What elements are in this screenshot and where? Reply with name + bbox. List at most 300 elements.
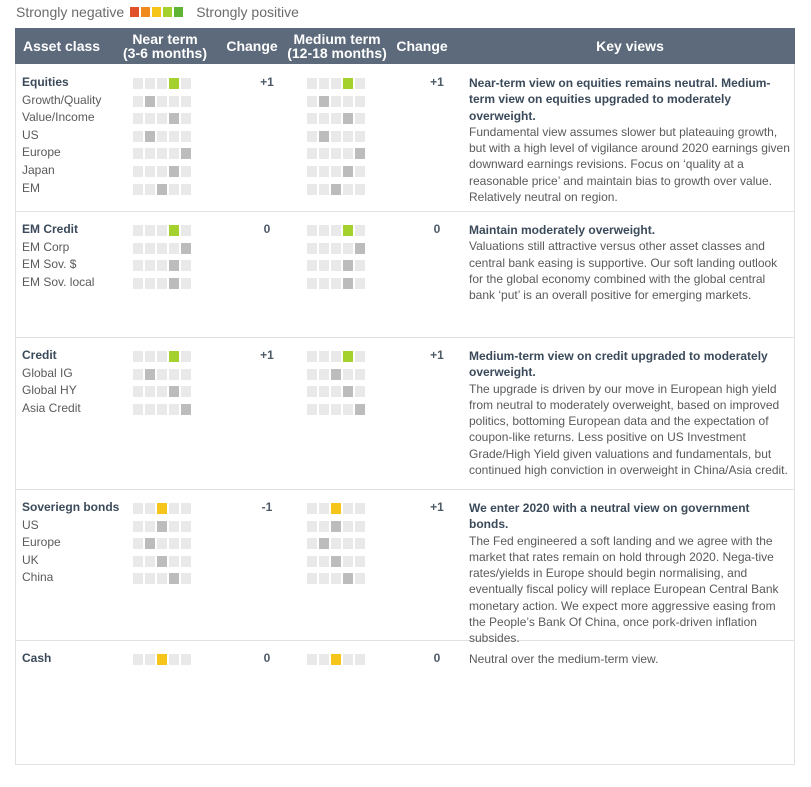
sub-near-term-indicator	[133, 166, 193, 177]
sub-near-term-indicator-cell-5	[181, 369, 191, 380]
medium-term-indicator-cell-5	[355, 351, 365, 362]
sub-medium-term-indicator-cell-5	[355, 184, 365, 195]
sub-asset-label: Value/Income	[22, 110, 95, 125]
near-term-indicator-cell-2	[145, 503, 155, 514]
sub-asset-label: Europe	[22, 145, 61, 160]
medium-term-indicator-cell-1	[307, 503, 317, 514]
sub-near-term-indicator-cell-2	[145, 166, 155, 177]
header-medium-term-label: Medium term	[293, 31, 381, 47]
key-views-text	[469, 651, 791, 667]
sub-medium-term-indicator-cell-1	[307, 166, 317, 177]
sub-near-term-indicator	[133, 131, 193, 142]
section-equities	[15, 65, 795, 212]
sub-medium-term-indicator-cell-4	[343, 573, 353, 584]
sub-medium-term-indicator-cell-1	[307, 278, 317, 289]
sub-near-term-indicator-cell-4	[169, 113, 179, 124]
sub-near-term-indicator-cell-4	[169, 184, 179, 195]
sub-near-term-indicator-cell-2	[145, 556, 155, 567]
sub-near-term-indicator-cell-1	[133, 521, 143, 532]
sub-medium-term-indicator	[307, 148, 367, 159]
sub-medium-term-indicator-cell-1	[307, 369, 317, 380]
medium-term-change: 0	[433, 222, 441, 236]
sub-medium-term-indicator-cell-4	[343, 166, 353, 177]
sub-near-term-indicator-cell-3	[157, 148, 167, 159]
medium-term-indicator-cell-2	[319, 225, 329, 236]
sub-medium-term-indicator-cell-3	[331, 556, 341, 567]
near-term-indicator-cell-5	[181, 351, 191, 362]
sub-medium-term-indicator	[307, 166, 367, 177]
sub-medium-term-indicator-cell-4	[343, 538, 353, 549]
near-term-indicator-cell-2	[145, 225, 155, 236]
medium-term-indicator-cell-4	[343, 503, 353, 514]
sub-near-term-indicator-cell-2	[145, 521, 155, 532]
medium-term-indicator-cell-1	[307, 78, 317, 89]
sub-near-term-indicator-cell-4	[169, 96, 179, 107]
sub-near-term-indicator	[133, 243, 193, 254]
medium-term-indicator-cell-4	[343, 225, 353, 236]
near-term-indicator-cell-2	[145, 351, 155, 362]
sub-near-term-indicator-cell-2	[145, 243, 155, 254]
sub-medium-term-indicator-cell-2	[319, 386, 329, 397]
sub-near-term-indicator-cell-4	[169, 386, 179, 397]
sub-medium-term-indicator-cell-2	[319, 113, 329, 124]
key-view-body: Fundamental view assumes slower but plateauing growth, but with a high level of vigilance around 2020 earnings given downward earnings revisions. Focus on ‘quality at a reasonable price’ and maintain bias to growth over value. Relatively neutral on region.	[469, 124, 790, 205]
sub-medium-term-indicator-cell-3	[331, 260, 341, 271]
sub-asset-label: UK	[22, 552, 39, 567]
sub-near-term-indicator-cell-5	[181, 96, 191, 107]
sub-asset-label: Europe	[22, 535, 61, 550]
sub-medium-term-indicator-cell-1	[307, 113, 317, 124]
sub-medium-term-indicator	[307, 278, 367, 289]
sub-near-term-indicator-cell-1	[133, 369, 143, 380]
medium-term-indicator-cell-3	[331, 351, 341, 362]
sub-medium-term-indicator-cell-5	[355, 243, 365, 254]
header-key-views: Key views	[596, 38, 664, 54]
sub-near-term-indicator-cell-3	[157, 369, 167, 380]
sub-medium-term-indicator	[307, 131, 367, 142]
medium-term-indicator-cell-3	[331, 225, 341, 236]
medium-term-indicator-cell-5	[355, 78, 365, 89]
sub-asset-label: Japan	[22, 163, 55, 177]
near-term-indicator-cell-3	[157, 225, 167, 236]
sub-near-term-indicator-cell-2	[145, 573, 155, 584]
near-term-change: -1	[261, 500, 273, 514]
sub-medium-term-indicator	[307, 96, 367, 107]
sub-near-term-indicator-cell-3	[157, 278, 167, 289]
sub-medium-term-indicator-cell-3	[331, 369, 341, 380]
near-term-indicator-cell-1	[133, 503, 143, 514]
sub-near-term-indicator-cell-1	[133, 278, 143, 289]
sub-asset-label: US	[22, 517, 39, 532]
sub-medium-term-indicator-cell-5	[355, 556, 365, 567]
sub-near-term-indicator-cell-1	[133, 184, 143, 195]
medium-term-indicator	[307, 225, 367, 236]
medium-term-indicator-cell-4	[343, 78, 353, 89]
sub-medium-term-indicator-cell-4	[343, 521, 353, 532]
sub-near-term-indicator-cell-4	[169, 369, 179, 380]
sub-near-term-indicator-cell-5	[181, 278, 191, 289]
sub-medium-term-indicator-cell-5	[355, 386, 365, 397]
section-cash	[15, 641, 795, 765]
sub-near-term-indicator-cell-3	[157, 166, 167, 177]
sub-asset-label: EM Sov. $	[22, 257, 77, 272]
sub-near-term-indicator	[133, 404, 193, 415]
legend-swatch-5	[174, 7, 183, 17]
key-view-title: Maintain moderately overweight.	[469, 223, 656, 237]
sub-asset-label: EM Corp	[22, 239, 70, 254]
sub-near-term-indicator	[133, 113, 193, 124]
medium-term-indicator-cell-1	[307, 225, 317, 236]
sub-near-term-indicator-cell-4	[169, 260, 179, 271]
sub-medium-term-indicator-cell-2	[319, 148, 329, 159]
sub-near-term-indicator	[133, 556, 193, 567]
medium-term-indicator-cell-5	[355, 503, 365, 514]
sub-asset-label: EM Sov. local	[22, 274, 95, 289]
sub-medium-term-indicator-cell-1	[307, 556, 317, 567]
header-near-change: Change	[226, 38, 278, 54]
sub-medium-term-indicator-cell-4	[343, 369, 353, 380]
table-header	[15, 28, 795, 64]
sub-near-term-indicator-cell-1	[133, 260, 143, 271]
sub-medium-term-indicator-cell-5	[355, 113, 365, 124]
legend-swatch-2	[141, 7, 150, 17]
sub-asset-label: Global HY	[22, 383, 77, 398]
sub-near-term-indicator-cell-5	[181, 131, 191, 142]
sub-medium-term-indicator-cell-1	[307, 386, 317, 397]
sub-medium-term-indicator-cell-2	[319, 260, 329, 271]
sub-near-term-indicator-cell-2	[145, 96, 155, 107]
sub-near-term-indicator-cell-2	[145, 113, 155, 124]
medium-term-indicator-cell-3	[331, 503, 341, 514]
sub-medium-term-indicator-cell-1	[307, 96, 317, 107]
sub-medium-term-indicator-cell-1	[307, 184, 317, 195]
sub-medium-term-indicator-cell-4	[343, 243, 353, 254]
asset-class-label: Equities	[22, 75, 69, 89]
sub-near-term-indicator-cell-1	[133, 556, 143, 567]
medium-term-indicator-cell-2	[319, 503, 329, 514]
key-view-title: Near-term view on equities remains neutral. Medium-term view on equities upgraded to moderately overweight.	[469, 76, 771, 123]
sub-near-term-indicator-cell-5	[181, 166, 191, 177]
sub-near-term-indicator-cell-4	[169, 404, 179, 415]
asset-class-label: Cash	[22, 651, 52, 665]
legend-color-scale	[130, 7, 185, 17]
sub-near-term-indicator-cell-1	[133, 113, 143, 124]
sub-near-term-indicator-cell-5	[181, 386, 191, 397]
near-term-indicator-cell-2	[145, 78, 155, 89]
sub-near-term-indicator	[133, 538, 193, 549]
sub-near-term-indicator-cell-1	[133, 131, 143, 142]
sub-near-term-indicator-cell-1	[133, 96, 143, 107]
sub-medium-term-indicator-cell-2	[319, 556, 329, 567]
sub-near-term-indicator-cell-1	[133, 538, 143, 549]
sub-near-term-indicator-cell-3	[157, 131, 167, 142]
sub-medium-term-indicator-cell-5	[355, 573, 365, 584]
near-term-indicator-cell-1	[133, 654, 143, 665]
sub-near-term-indicator-cell-5	[181, 556, 191, 567]
sub-medium-term-indicator-cell-5	[355, 260, 365, 271]
sub-medium-term-indicator-cell-3	[331, 386, 341, 397]
sub-medium-term-indicator-cell-3	[331, 278, 341, 289]
near-term-indicator	[133, 351, 193, 362]
sub-medium-term-indicator	[307, 386, 367, 397]
sub-medium-term-indicator-cell-2	[319, 166, 329, 177]
sub-near-term-indicator-cell-2	[145, 278, 155, 289]
sub-medium-term-indicator	[307, 243, 367, 254]
sub-near-term-indicator-cell-2	[145, 131, 155, 142]
sub-near-term-indicator-cell-5	[181, 573, 191, 584]
sub-medium-term-indicator-cell-2	[319, 573, 329, 584]
asset-class-label: Credit	[22, 348, 57, 362]
near-term-indicator-cell-4	[169, 654, 179, 665]
sub-medium-term-indicator-cell-1	[307, 243, 317, 254]
key-view-body: Neutral over the medium-term view.	[469, 652, 659, 666]
near-term-change: 0	[263, 222, 271, 236]
sub-medium-term-indicator-cell-1	[307, 573, 317, 584]
sub-near-term-indicator-cell-3	[157, 96, 167, 107]
sub-medium-term-indicator-cell-2	[319, 96, 329, 107]
sub-near-term-indicator-cell-5	[181, 260, 191, 271]
sub-medium-term-indicator-cell-5	[355, 538, 365, 549]
near-term-change: 0	[263, 651, 271, 665]
sub-near-term-indicator	[133, 184, 193, 195]
header-near-term-sub: (3-6 months)	[123, 45, 207, 61]
sub-asset-label: China	[22, 570, 54, 585]
sub-medium-term-indicator-cell-4	[343, 556, 353, 567]
sub-medium-term-indicator	[307, 556, 367, 567]
sub-medium-term-indicator-cell-4	[343, 184, 353, 195]
medium-term-indicator	[307, 78, 367, 89]
sub-medium-term-indicator-cell-2	[319, 243, 329, 254]
near-term-change: +1	[260, 75, 274, 89]
legend-swatch-1	[130, 7, 139, 17]
asset-class-label: EM Credit	[22, 222, 79, 236]
near-term-indicator-cell-1	[133, 351, 143, 362]
key-view-body: The upgrade is driven by our move in European high yield from neutral to moderately overweight, based on improved politics, bottoming European data and the expectation of coupon-like returns. Less positive on US Investment Grade/High Yield given valuations and fundamentals, but continued high conviction in overweight in China/Asia credit.	[469, 381, 788, 478]
sub-near-term-indicator	[133, 96, 193, 107]
sub-medium-term-indicator	[307, 404, 367, 415]
sub-medium-term-indicator-cell-5	[355, 278, 365, 289]
near-term-indicator	[133, 225, 193, 236]
sub-medium-term-indicator	[307, 538, 367, 549]
sub-near-term-indicator	[133, 573, 193, 584]
sub-near-term-indicator-cell-2	[145, 538, 155, 549]
near-term-indicator-cell-2	[145, 654, 155, 665]
sub-near-term-indicator-cell-4	[169, 573, 179, 584]
sub-medium-term-indicator	[307, 113, 367, 124]
medium-term-indicator-cell-1	[307, 351, 317, 362]
sub-near-term-indicator-cell-4	[169, 148, 179, 159]
near-term-indicator-cell-1	[133, 78, 143, 89]
sub-medium-term-indicator-cell-1	[307, 404, 317, 415]
header-medium-term-sub: (12-18 months)	[287, 45, 387, 61]
sub-medium-term-indicator-cell-5	[355, 404, 365, 415]
sub-near-term-indicator	[133, 521, 193, 532]
sub-medium-term-indicator	[307, 369, 367, 380]
sub-near-term-indicator-cell-1	[133, 386, 143, 397]
medium-term-change: +1	[430, 75, 444, 89]
sub-near-term-indicator-cell-2	[145, 369, 155, 380]
sub-medium-term-indicator-cell-1	[307, 260, 317, 271]
sub-medium-term-indicator-cell-2	[319, 278, 329, 289]
key-view-title: Medium-term view on credit upgraded to moderately overweight.	[469, 349, 768, 380]
sub-medium-term-indicator	[307, 184, 367, 195]
sub-near-term-indicator-cell-4	[169, 166, 179, 177]
sub-near-term-indicator-cell-2	[145, 386, 155, 397]
section-credit	[15, 338, 795, 490]
key-views-text	[469, 500, 791, 647]
sub-medium-term-indicator-cell-5	[355, 96, 365, 107]
sub-near-term-indicator-cell-1	[133, 573, 143, 584]
near-term-change: +1	[260, 348, 274, 362]
near-term-indicator-cell-1	[133, 225, 143, 236]
medium-term-indicator-cell-3	[331, 78, 341, 89]
sub-near-term-indicator-cell-2	[145, 404, 155, 415]
sub-medium-term-indicator-cell-3	[331, 538, 341, 549]
key-views-text	[469, 348, 791, 478]
sub-near-term-indicator-cell-1	[133, 148, 143, 159]
sub-medium-term-indicator-cell-3	[331, 96, 341, 107]
near-term-indicator-cell-3	[157, 351, 167, 362]
sub-near-term-indicator-cell-1	[133, 404, 143, 415]
sub-asset-label: Global IG	[22, 365, 73, 380]
sub-near-term-indicator-cell-3	[157, 243, 167, 254]
sub-near-term-indicator-cell-5	[181, 538, 191, 549]
legend-negative-label: Strongly negative	[16, 4, 125, 20]
sub-medium-term-indicator-cell-4	[343, 386, 353, 397]
sub-medium-term-indicator	[307, 573, 367, 584]
sub-medium-term-indicator-cell-2	[319, 131, 329, 142]
sub-asset-label: EM	[22, 180, 40, 195]
sub-asset-label: Growth/Quality	[22, 92, 102, 107]
header-near-term	[116, 28, 214, 64]
header-asset-class: Asset class	[23, 38, 101, 54]
medium-term-indicator-cell-5	[355, 225, 365, 236]
sub-medium-term-indicator	[307, 260, 367, 271]
sub-medium-term-indicator-cell-4	[343, 131, 353, 142]
medium-term-indicator-cell-5	[355, 654, 365, 665]
sub-medium-term-indicator-cell-3	[331, 404, 341, 415]
header-near-term-label: Near term	[132, 31, 198, 47]
sub-near-term-indicator-cell-5	[181, 184, 191, 195]
sub-medium-term-indicator-cell-2	[319, 538, 329, 549]
sub-medium-term-indicator-cell-4	[343, 148, 353, 159]
medium-term-indicator-cell-2	[319, 654, 329, 665]
sub-medium-term-indicator-cell-5	[355, 521, 365, 532]
medium-term-indicator-cell-4	[343, 654, 353, 665]
sub-near-term-indicator-cell-3	[157, 386, 167, 397]
medium-term-change: 0	[433, 651, 441, 665]
medium-term-indicator-cell-2	[319, 351, 329, 362]
medium-term-indicator-cell-1	[307, 654, 317, 665]
sub-near-term-indicator-cell-4	[169, 131, 179, 142]
section-em-credit	[15, 212, 795, 338]
sub-near-term-indicator-cell-5	[181, 243, 191, 254]
near-term-indicator-cell-4	[169, 78, 179, 89]
sub-medium-term-indicator-cell-1	[307, 131, 317, 142]
sub-medium-term-indicator-cell-2	[319, 184, 329, 195]
sub-near-term-indicator-cell-5	[181, 113, 191, 124]
sub-near-term-indicator-cell-5	[181, 521, 191, 532]
section-soveriegn-bonds	[15, 490, 795, 646]
key-view-body: The Fed engineered a soft landing and we agree with the market that rates remain on hold through 2020. Nega-tive rates/yields in Europe should begin normalising, and eventually fiscal policy will replace European Central Bank monetary action. We expect more aggressive easing from the People’s Bank Of China, once pork-driven inflation subsides.	[469, 533, 779, 646]
sub-near-term-indicator	[133, 278, 193, 289]
sub-near-term-indicator-cell-2	[145, 260, 155, 271]
sub-medium-term-indicator	[307, 521, 367, 532]
sub-near-term-indicator	[133, 148, 193, 159]
key-view-title: We enter 2020 with a neutral view on government bonds.	[469, 501, 750, 532]
sub-near-term-indicator	[133, 369, 193, 380]
legend-swatch-4	[163, 7, 172, 17]
medium-term-indicator	[307, 351, 367, 362]
key-view-body: Valuations still attractive versus other asset classes and central bank easing is supportive. Our soft landing outlook for the global economy combined with the global central bank ‘put’ is an overall positive for emerging markets.	[469, 239, 778, 303]
sub-medium-term-indicator-cell-3	[331, 113, 341, 124]
medium-term-indicator	[307, 654, 367, 665]
near-term-indicator-cell-3	[157, 78, 167, 89]
legend-positive-label: Strongly positive	[196, 4, 299, 20]
sub-medium-term-indicator-cell-1	[307, 521, 317, 532]
sub-near-term-indicator-cell-4	[169, 556, 179, 567]
sub-near-term-indicator	[133, 260, 193, 271]
sub-medium-term-indicator-cell-3	[331, 166, 341, 177]
sub-medium-term-indicator-cell-1	[307, 148, 317, 159]
sub-medium-term-indicator-cell-5	[355, 131, 365, 142]
header-medium-term	[283, 28, 391, 64]
sub-near-term-indicator-cell-3	[157, 573, 167, 584]
sub-medium-term-indicator-cell-4	[343, 260, 353, 271]
sub-near-term-indicator-cell-1	[133, 166, 143, 177]
medium-term-indicator	[307, 503, 367, 514]
sub-medium-term-indicator-cell-3	[331, 243, 341, 254]
near-term-indicator-cell-4	[169, 351, 179, 362]
medium-term-indicator-cell-4	[343, 351, 353, 362]
medium-term-indicator-cell-3	[331, 654, 341, 665]
near-term-indicator-cell-5	[181, 78, 191, 89]
sub-near-term-indicator-cell-3	[157, 404, 167, 415]
sub-near-term-indicator-cell-2	[145, 148, 155, 159]
sub-medium-term-indicator-cell-5	[355, 166, 365, 177]
sub-medium-term-indicator-cell-3	[331, 148, 341, 159]
sub-near-term-indicator-cell-3	[157, 260, 167, 271]
near-term-indicator	[133, 654, 193, 665]
sub-medium-term-indicator-cell-3	[331, 131, 341, 142]
sub-near-term-indicator	[133, 386, 193, 397]
sub-medium-term-indicator-cell-2	[319, 404, 329, 415]
sub-medium-term-indicator-cell-3	[331, 521, 341, 532]
legend	[16, 3, 299, 21]
sub-near-term-indicator-cell-3	[157, 113, 167, 124]
sub-near-term-indicator-cell-4	[169, 243, 179, 254]
sub-medium-term-indicator-cell-5	[355, 369, 365, 380]
near-term-indicator-cell-3	[157, 654, 167, 665]
sub-medium-term-indicator-cell-2	[319, 369, 329, 380]
near-term-indicator-cell-5	[181, 225, 191, 236]
sub-medium-term-indicator-cell-4	[343, 96, 353, 107]
key-views-text	[469, 222, 791, 303]
near-term-indicator-cell-3	[157, 503, 167, 514]
medium-term-change: +1	[430, 348, 444, 362]
sub-medium-term-indicator-cell-4	[343, 113, 353, 124]
sub-near-term-indicator-cell-4	[169, 538, 179, 549]
sub-near-term-indicator-cell-3	[157, 538, 167, 549]
legend-swatch-3	[152, 7, 161, 17]
sub-medium-term-indicator-cell-4	[343, 404, 353, 415]
medium-term-change: +1	[430, 500, 444, 514]
sub-near-term-indicator-cell-1	[133, 243, 143, 254]
sub-medium-term-indicator-cell-3	[331, 184, 341, 195]
sub-near-term-indicator-cell-4	[169, 278, 179, 289]
near-term-indicator-cell-5	[181, 503, 191, 514]
sub-near-term-indicator-cell-3	[157, 184, 167, 195]
